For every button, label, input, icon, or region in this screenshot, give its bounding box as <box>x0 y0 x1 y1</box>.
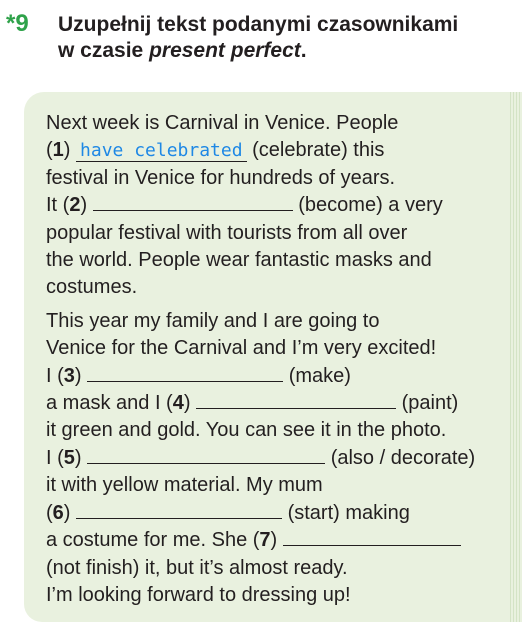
gap-number: 2 <box>69 194 81 217</box>
text-line: costumes. <box>46 276 138 299</box>
gap-hint: (become) a very <box>298 194 443 217</box>
gap-3-blank[interactable] <box>87 363 283 382</box>
text-line: it green and gold. You can see it in the photo. <box>46 419 447 442</box>
exercise-text <box>46 110 516 609</box>
exercise-number: *9 <box>6 10 29 37</box>
text-line: Next week is Carnival in Venice. People <box>46 112 399 134</box>
gap-hint: (start) making <box>287 501 410 524</box>
gap-4-blank[interactable] <box>196 390 396 409</box>
gap-2-blank[interactable] <box>93 192 293 211</box>
text-line: Venice for the Carnival and I’m very excited! <box>46 337 437 360</box>
gap-hint: (paint) <box>401 392 459 415</box>
text-line: This year my family and I are going to <box>46 309 380 332</box>
gap-number: 4 <box>172 392 184 415</box>
gap-number: 6 <box>52 501 64 524</box>
instruction-line-2 <box>58 38 458 64</box>
instruction-suffix: . <box>300 39 307 62</box>
gap-1-answer[interactable]: have celebrated <box>76 141 247 162</box>
exercise-instruction <box>58 12 458 64</box>
text-line: It (2) (become) a very <box>46 194 443 217</box>
text-line: I (5) (also / decorate) <box>46 446 476 469</box>
text-line: I’m looking forward to dressing up! <box>46 583 351 606</box>
instruction-prefix: w czasie <box>58 39 150 62</box>
text-line: popular festival with tourists from all over <box>46 221 408 244</box>
text-line: (not finish) it, but it’s almost ready. <box>46 556 348 579</box>
text-line: a mask and I (4) (paint) <box>46 392 459 415</box>
gap-hint: (celebrate) this <box>252 139 385 162</box>
exercise-header <box>6 6 516 76</box>
text-line: the world. People wear fantastic masks and <box>46 249 432 272</box>
text-line: festival in Venice for hundreds of years. <box>46 166 396 189</box>
gap-hint: (also / decorate) <box>330 446 476 469</box>
gap-number: 3 <box>63 364 75 387</box>
text-fragment: a costume for me. She ( <box>46 529 260 552</box>
text-fragment: It ( <box>46 194 70 217</box>
text-fragment: I ( <box>46 364 64 387</box>
text-line: (6) (start) making <box>46 501 410 524</box>
gap-number: 7 <box>259 529 271 552</box>
gap-6-blank[interactable] <box>76 500 282 519</box>
text-fragment: I ( <box>46 446 64 469</box>
text-line: a costume for me. She (7) <box>46 527 516 554</box>
instruction-tense: present perfect <box>149 39 301 62</box>
text-line: it with yellow material. My mum <box>46 474 323 497</box>
gap-7-blank[interactable] <box>283 527 461 546</box>
text-line: (1) have celebrated (celebrate) this <box>46 139 385 162</box>
gap-number: 5 <box>63 446 75 469</box>
gap-hint: (make) <box>288 364 351 387</box>
text-line: I (3) (make) <box>46 364 351 387</box>
gap-number: 1 <box>52 139 64 162</box>
instruction-line-1: Uzupełnij tekst podanymi czasownikami <box>58 13 459 36</box>
gap-5-blank[interactable] <box>87 445 325 464</box>
paragraph-2 <box>46 308 516 609</box>
text-fragment: a mask and I ( <box>46 392 173 415</box>
